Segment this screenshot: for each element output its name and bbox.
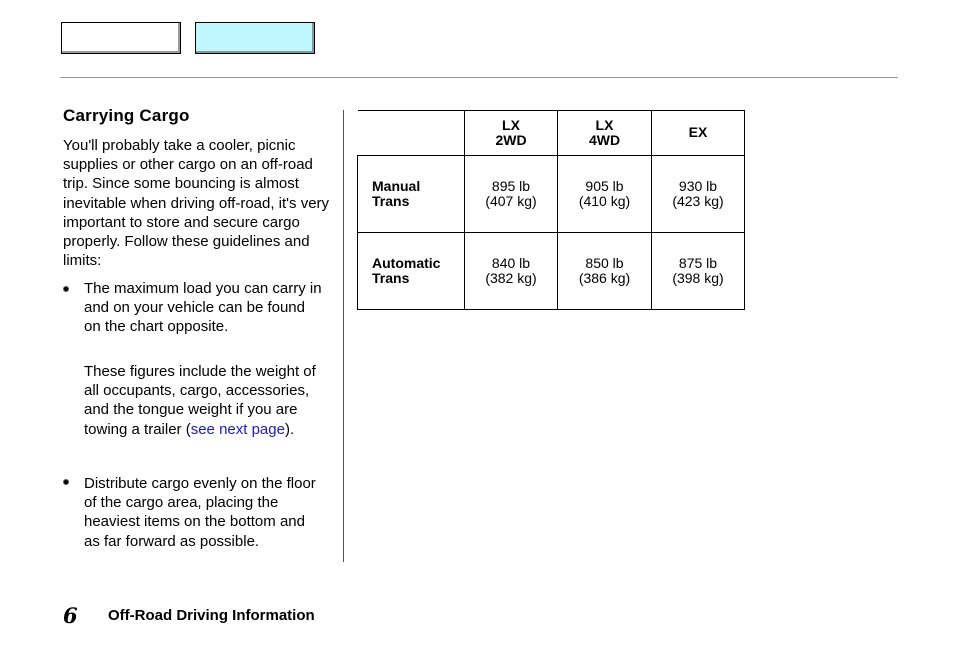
bullet-1-note <box>84 362 324 439</box>
bullet-1-note-end: ). <box>284 420 295 438</box>
table-cell: 850 lb (386 kg) <box>558 233 652 310</box>
see-next-page-link[interactable]: see next page <box>190 420 285 438</box>
footer-section-name: Off-Road Driving Information <box>108 607 315 624</box>
table-cell: 895 lb (407 kg) <box>465 156 558 233</box>
column-divider <box>343 110 344 562</box>
column-header-ex: EX <box>652 111 745 156</box>
nav-button-previous[interactable] <box>61 22 181 54</box>
row-label-automatic: Automatic Trans <box>358 233 465 310</box>
table-row <box>358 233 745 310</box>
nav-button-next[interactable] <box>195 22 315 54</box>
intro-paragraph: You'll probably take a cooler, picnic supplies or other cargo on an off-road trip. Since some bouncing is almost inevitable when driving off-road, it's very important to store and secure cargo properly. Follow these guidelines and limits: <box>63 137 330 270</box>
header-divider <box>60 77 898 78</box>
bullet-1-note-text: These figures include the weight of all occupants, cargo, accessories, and the tongue weight if you are towing a trailer ( <box>84 363 316 438</box>
table-row <box>358 156 745 233</box>
bullet-1-text: The maximum load you can carry in and on your vehicle can be found on the chart opposite. <box>84 280 322 336</box>
table-cell: 875 lb (398 kg) <box>652 233 745 310</box>
table-cell: 840 lb (382 kg) <box>465 233 558 310</box>
max-load-table <box>357 110 745 310</box>
table-cell: 905 lb (410 kg) <box>558 156 652 233</box>
page-number: 6 <box>63 603 78 628</box>
section-title: Carrying Cargo <box>63 106 190 125</box>
table-corner-cell <box>358 111 465 156</box>
bullet-icon <box>63 286 69 292</box>
bullet-icon <box>63 479 69 485</box>
table-cell: 930 lb (423 kg) <box>652 156 745 233</box>
column-header-lx-2wd: LX 2WD <box>465 111 558 156</box>
bullet-2-text: Distribute cargo evenly on the floor of the cargo area, placing the heaviest items on the bottom and as far forward as possible. <box>84 475 316 550</box>
table-header-row <box>358 111 745 156</box>
column-header-lx-4wd: LX 4WD <box>558 111 652 156</box>
row-label-manual: Manual Trans <box>358 156 465 233</box>
